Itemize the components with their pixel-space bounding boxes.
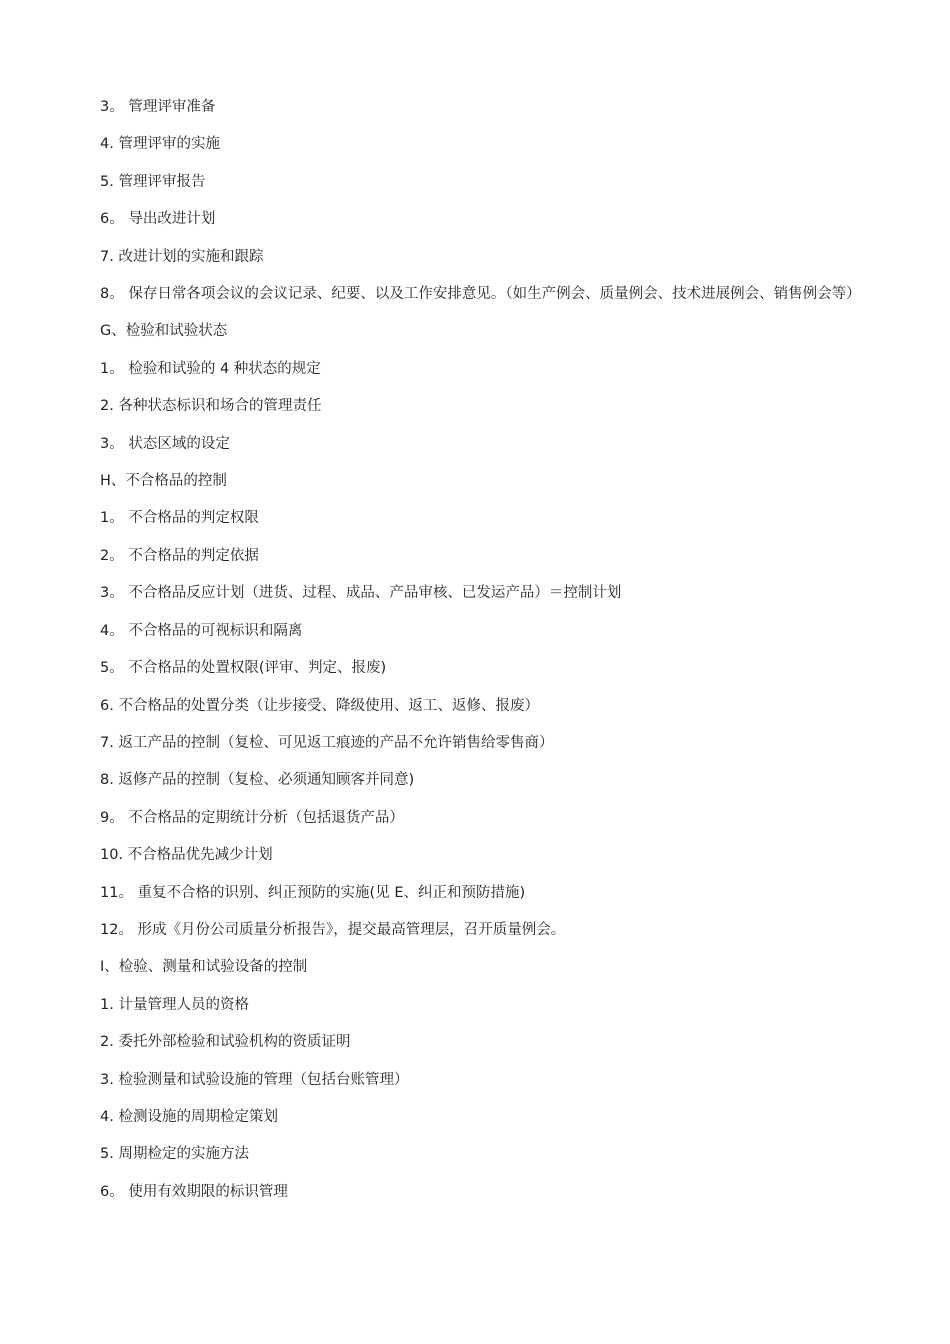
list-item: 7. 改进计划的实施和跟踪	[100, 248, 264, 265]
list-item: 4。 不合格品的可视标识和隔离	[100, 622, 303, 639]
list-item: 1。 不合格品的判定权限	[100, 510, 259, 527]
document-body	[100, 89, 860, 1211]
list-item: 6。 使用有效期限的标识管理	[100, 1183, 288, 1200]
list-item: 3。 状态区域的设定	[100, 435, 230, 452]
list-item: 5。 不合格品的处置权限(评审、判定、报废)	[100, 660, 387, 677]
list-item: 7. 返工产品的控制（复检、可见返工痕迹的产品不允许销售给零售商）	[100, 734, 554, 751]
list-item: 8. 返修产品的控制（复检、必须通知顾客并同意)	[100, 772, 415, 789]
list-item: 1。 检验和试验的 4 种状态的规定	[100, 360, 321, 377]
list-item: 5. 周期检定的实施方法	[100, 1146, 249, 1163]
list-item: 3。 不合格品反应计划（进货、过程、成品、产品审核、已发运产品）＝控制计划	[100, 585, 622, 602]
section-heading-h: H、不合格品的控制	[100, 473, 227, 490]
section-heading-i: I、检验、测量和试验设备的控制	[100, 959, 308, 976]
list-item: 9。 不合格品的定期统计分析（包括退货产品）	[100, 809, 404, 826]
list-item: 2. 委托外部检验和试验机构的资质证明	[100, 1034, 351, 1051]
section-heading-g: G、检验和试验状态	[100, 323, 228, 340]
list-item: 3。 管理评审准备	[100, 99, 216, 115]
list-item: 11。 重复不合格的识别、纠正预防的实施(见 E、纠正和预防措施)	[100, 884, 526, 901]
list-item: 4. 检测设施的周期检定策划	[100, 1108, 278, 1125]
list-item: 6。 导出改进计划	[100, 211, 216, 228]
list-item: 4. 管理评审的实施	[100, 136, 220, 153]
list-item: 3. 检验测量和试验设施的管理（包括台账管理）	[100, 1071, 409, 1088]
list-item: 8。 保存日常各项会议的会议记录、纪要、以及工作安排意见。（如生产例会、质量例会、技术进展例会、销售例会等）	[100, 286, 861, 303]
list-item: 10. 不合格品优先减少计划	[100, 847, 273, 864]
list-item: 12。 形成《月份公司质量分析报告》，提交最高管理层，召开质量例会。	[100, 921, 566, 938]
list-item: 1. 计量管理人员的资格	[100, 996, 249, 1013]
list-item: 6. 不合格品的处置分类（让步接受、降级使用、返工、返修、报废）	[100, 697, 539, 714]
list-item: 2。 不合格品的判定依据	[100, 547, 259, 564]
list-item: 5. 管理评审报告	[100, 173, 206, 190]
list-item: 2. 各种状态标识和场合的管理责任	[100, 398, 322, 415]
